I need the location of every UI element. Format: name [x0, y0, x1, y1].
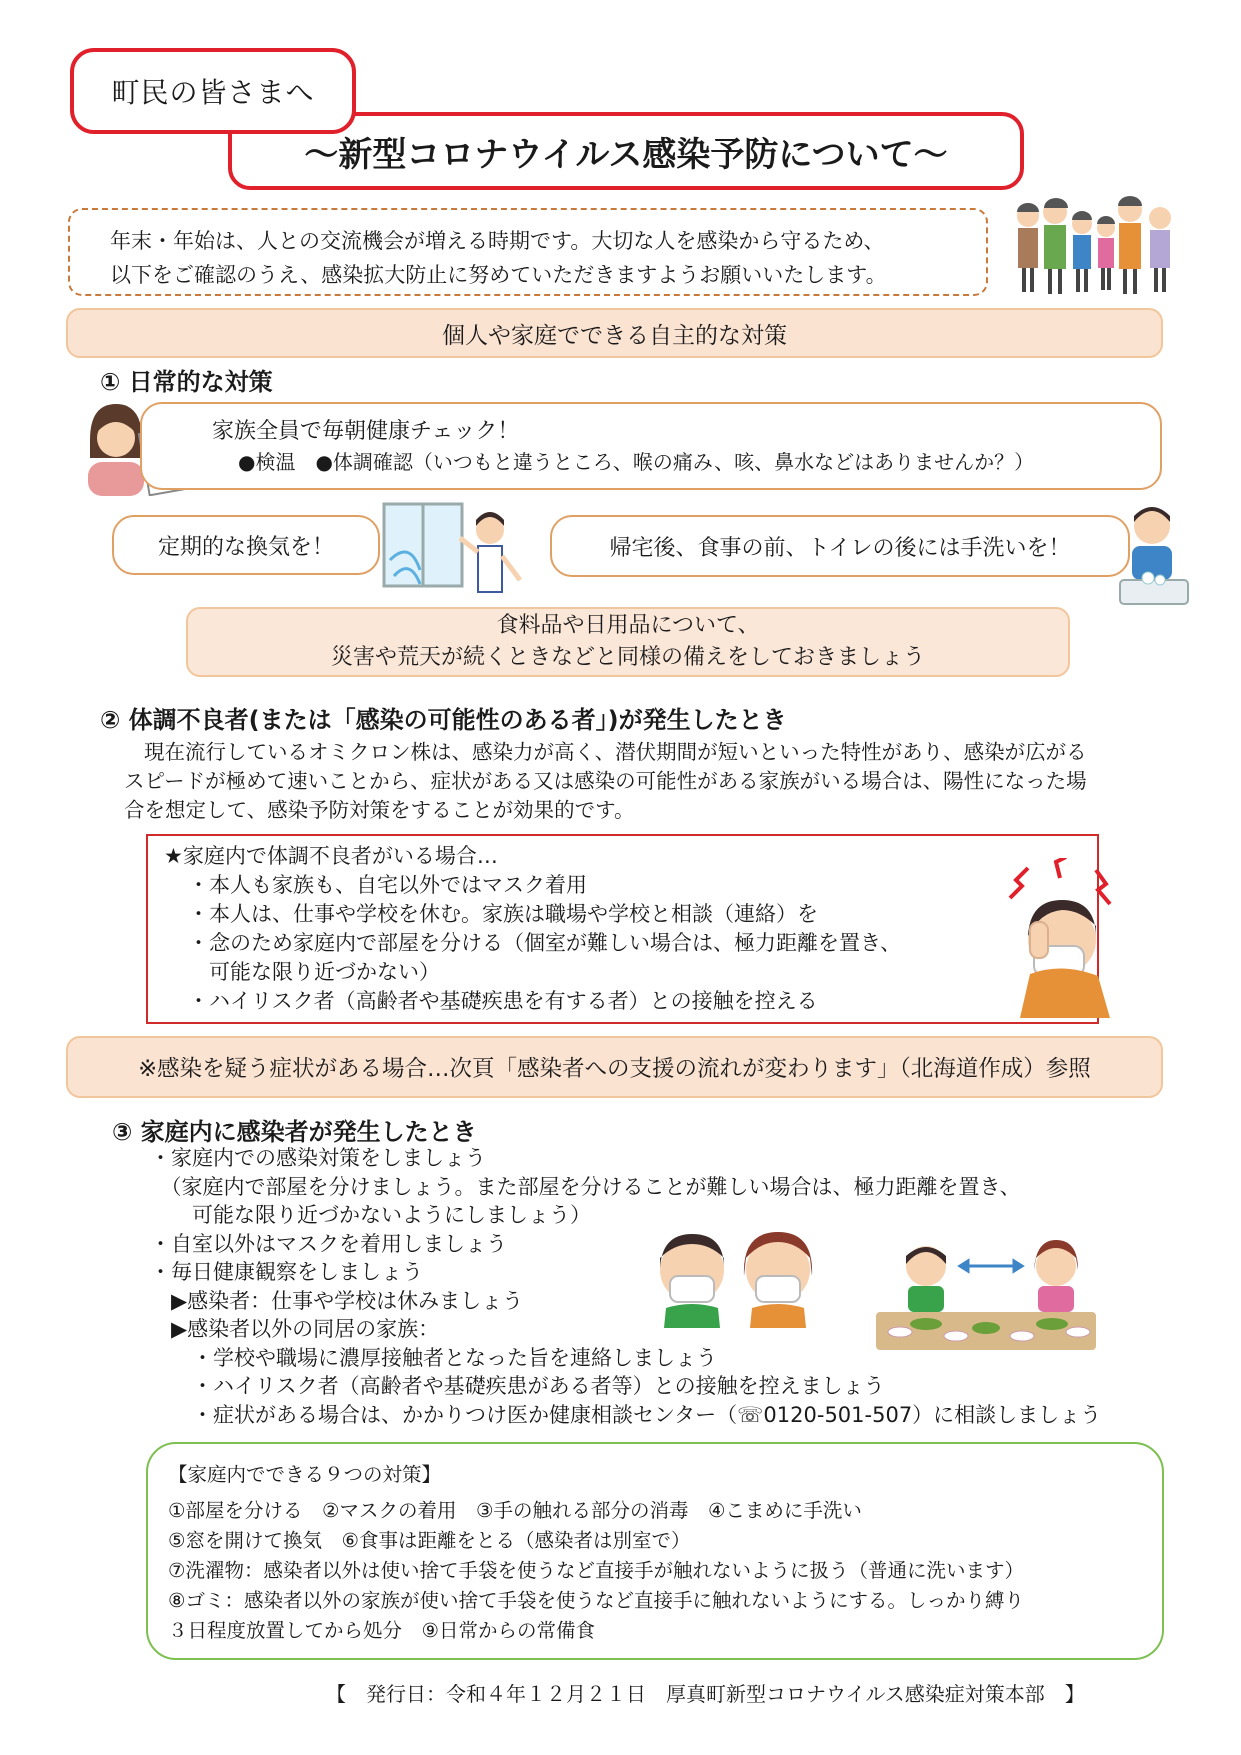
section2-para-line-1: 現在流行しているオミクロン株は、感染力が高く、潜伏期間が短いといった特性があり、感染が広がる [144, 740, 1087, 764]
ventilation-bubble: 定期的な換気を！ [112, 515, 380, 575]
audience-label: 町民の皆さまへ [70, 48, 356, 134]
section2-paragraph [124, 738, 1174, 825]
sick-box-item: ・本人も家族も、自宅以外ではマスク着用 [188, 873, 587, 897]
list-item: ・自室以外はマスクを着用しましょう [150, 1231, 507, 1256]
masked-children-illustration [650, 1228, 820, 1328]
list-item: ・家庭内での感染対策をしましょう [150, 1146, 486, 1170]
list-item: ・症状がある場合は、かかりつけ医か健康相談センター（☏0120-501-507）に相談しましょう [150, 1402, 1102, 1427]
list-item: ▶感染者以外の同居の家族： [150, 1317, 440, 1341]
health-check-bubble [140, 402, 1162, 490]
section2-para-line-2: スピードが極めて速いことから、症状がある又は感染の可能性がある家族がいる場合は、陽性になった場 [124, 769, 1087, 793]
list-item: ・学校や職場に濃厚接触者となった旨を連絡しましょう [150, 1345, 717, 1370]
intro-line-1: 年末・年始は、人との交流機会が増える時期です。大切な人を感染から守るため、 [110, 229, 885, 253]
nine-measures-title: 【家庭内でできる９つの対策】 [168, 1463, 442, 1486]
sick-box-title: ★家庭内で体調不良者がいる場合… [164, 844, 498, 868]
list-item: （家庭内で部屋を分けましょう。また部屋を分けることが難しい場合は、極力距離を置き、 [150, 1174, 1021, 1199]
list-item: ・ハイリスク者（高齢者や基礎疾患がある者等）との接触を控えましょう [150, 1374, 885, 1398]
nine-measures-line: ⑧ゴミ：感染者以外の家族が使い捨て手袋を使うなど直接手に触れないようにする。しっかり縛り [168, 1589, 1024, 1612]
supplies-line-1: 食料品や日用品について、 [496, 613, 760, 638]
sick-person-illustration [1000, 858, 1130, 1018]
health-check-items: ●検温 ●体調確認（いつもと違うところ、喉の痛み、咳、鼻水などはありませんか？） [238, 450, 1035, 474]
health-check-text: 家族全員で毎朝健康チェック！ [212, 419, 520, 444]
section3-heading: ③ 家庭内に感染者が発生したとき [112, 1118, 477, 1146]
page-title: ～新型コロナウイルス感染予防について～ [228, 112, 1024, 190]
list-item: ▶感染者：仕事や学校は休みましょう [150, 1288, 524, 1313]
handwash-bubble: 帰宅後、食事の前、トイレの後には手洗いを！ [550, 515, 1130, 577]
nine-measures-box [146, 1442, 1164, 1660]
symptom-notice: ※感染を疑う症状がある場合…次頁「感染者への支援の流れが変わります」（北海道作成）参照 [66, 1036, 1163, 1098]
supplies-band [186, 607, 1070, 677]
nine-measures-line: ⑦洗濯物：感染者以外は使い捨て手袋を使うなど直接手が触れないように扱う（普通に洗います） [168, 1559, 1024, 1582]
nine-measures-line: ３日程度放置してから処分 ⑨日常からの常備食 [168, 1619, 595, 1642]
section1-heading: ① 日常的な対策 [100, 368, 273, 396]
nine-measures-line: ①部屋を分ける ②マスクの着用 ③手の触れる部分の消毒 ④こまめに手洗い [168, 1499, 862, 1522]
sick-box-item: 可能な限り近づかない） [188, 960, 440, 984]
section2-para-line-3: 合を想定して、感染予防対策をすることが効果的です。 [124, 798, 635, 822]
family-illustration [1010, 196, 1180, 296]
sick-member-box [146, 834, 1099, 1024]
nine-measures-line: ⑤窓を開けて換気 ⑥食事は距離をとる（感染者は別室で） [168, 1529, 691, 1552]
intro-box [68, 208, 988, 296]
sick-box-item: ・ハイリスク者（高齢者や基礎疾患を有する者）との接触を控える [188, 989, 818, 1013]
sick-box-item: ・念のため家庭内で部屋を分ける（個室が難しい場合は、極力距離を置き、 [188, 931, 902, 955]
issue-footer: 【 発行日：令和４年１２月２１日 厚真町新型コロナウイルス感染症対策本部 】 [326, 1682, 1085, 1706]
supplies-line-2: 災害や荒天が続くときなどと同様の備えをしておきましょう [330, 645, 925, 670]
sick-box-item: ・本人は、仕事や学校を休む。家族は職場や学校と相談（連絡）を [188, 902, 818, 926]
distanced-meal-illustration [866, 1236, 1106, 1356]
section2-heading: ② 体調不良者(または「感染の可能性のある者」)が発生したとき [100, 706, 787, 734]
band-title: 個人や家庭でできる自主的な対策 [66, 308, 1163, 358]
window-ventilation-illustration [380, 500, 530, 610]
list-item: 可能な限り近づかないようにしましょう） [150, 1203, 591, 1227]
handwash-illustration [1118, 500, 1190, 610]
intro-line-2: 以下をご確認のうえ、感染拡大防止に努めていただきますようお願いいたします。 [110, 263, 887, 287]
list-item: ・毎日健康観察をしましょう [150, 1260, 423, 1284]
